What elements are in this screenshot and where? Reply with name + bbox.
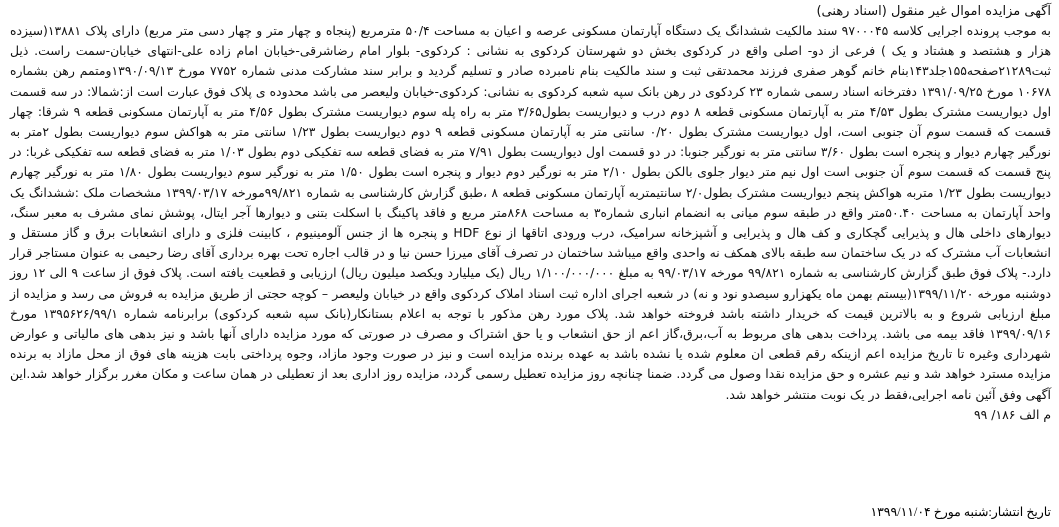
notice-reference: م الف ۱۸۶/ ۹۹ xyxy=(974,406,1051,422)
publish-date: تاریخ انتشار:شنبه مورخ ۱۳۹۹/۱۱/۰۴ xyxy=(870,505,1051,519)
notice-body: به موجب پرونده اجرایی کلاسه ۹۷۰۰۰۴۵ سند مالکیت ششدانگ یک دستگاه آپارتمان مسکونی عرصه و اعیان به مساحت ۵۰/۴ مترمربع (پنجاه و چهار متر و چهار دسی متر مربع) دارای پلاک ۱۳۸۸۱(سیزده هزار و هشتصد و هشتاد و یک ) فرعی از دو- اصلی واقع در کردکوی بخش دو شهرستان کردکوی به نشانی : کردکوی- بلوار امام رضاشرقی-خیابان امام زاده علی-انتهای خیابان-سمت راست. ذیل ثبت۲۱۲۸۹صفحه۱۵۵جلد۱۴۳بنام خانم گوهر صفری فرزند محمدتقی ثبت و سند مالکیت بنام نامبرده صادر و تسلیم گردید و برابر سند مشارکت مدنی شماره ۷۷۵۲ مورخ ۱۳۹۰/۰۹/۱۳ومتمم رهن بشماره ۱۰۶۷۸ مورخ ۱۳۹۱/۰۹/۲۵ دفترخانه اسناد رسمی شماره ۲۳ کردکوی در رهن بانک سپه شعبه کردکوی به نشانی: کردکوی-خیابان ولیعصر می باشد محدوده ی پلاک فوق عبارت است از:شمالا: در سه قسمت اول دیواریست مشترک بطول ۴/۵۳ متر به آپارتمان مسکونی قطعه ۸ دوم درب و دیواریست بطول۳/۶۵ متر به راه پله سوم دیواریست مشترک بطول ۴/۵۶ متر به آپارتمان مسکونی قطعه ۹ شرقا: چهار قسمت که قسمت سوم آن جنوبی است، اول دیواریست مشترک بطول ۰/۲۰ سانتی متر به آپارتمان مسکونی قطعه ۹ دوم دیواریست بطول ۱/۲۳ سانتی متر به هواکش سوم دیواریست بطول ۲متر به نورگیر چهارم دیوار و پنجره است بطول ۳/۶۰ سانتی متر به نورگیر جنوبا: در دو قسمت اول دیواریست بطول ۷/۹۱ متر به فضای قطعه سه تفکیکی دوم بطول ۱/۰۳ متر به فضای قطعه سه تفکیکی غربا: در پنج قسمت که قسمت سوم آن جنوبی است اول نیم متر دیوار جلوی بالکن بطول ۲/۱۰ متر به نورگیر دوم دیوار و پنجره است بطول ۱/۵۰ متر به نورگیر سوم دیواریست بطول ۱/۸۰ متر به نورگیر چهارم دیواریست بطول ۱/۲۳ متربه هواکش پنجم دیواریست مشترک بطول۲/۰ سانتیمتربه آپارتمان مسکونی قطعه ۸ ،طبق گزارش کارشناسی به شماره ۹۹/۸۲۱مورخه ۱۳۹۹/۰۳/۱۷ مشخصات ملک :ششدانگ یک واحد آپارتمان به مساحت ۵۰.۴۰متر واقع در طبقه سوم میانی به انضمام انباری شماره۳ به مساحت ۸۶۸متر مربع و فاقد پاکینگ با اسکلت بتنی و دیوارها آجر ایتال، پوشش نمای مشرف به معبر سنگ، دیوارهای داخلی هال و پذیرایی گچکاری و کف هال و پذیرایی و آشپزخانه سرامیک، درب ورودی اتاقها از نوع HDF و پنجره ها از جنس آلومینیوم ، کابینت فلزی و دارای انشعابات برق و گاز مستقل و انشعابات آب مشترک که در یک ساختمان سه طبقه بالای همکف نه واحدی واقع میباشد ساختمان در تصرف آقای میرزا حسن نیا و در قالب اجاره تحت بهره برداری آقای رضا رحیمی به عنوان مستاجر قرار دارد.- پلاک فوق طبق گزارش کارشناسی به شماره ۹۹/۸۲۱ مورخه ۹۹/۰۳/۱۷ به مبلغ ۱/۱۰۰/۰۰۰/۰۰۰ ریال (یک میلیارد ویکصد میلیون ریال) ارزیابی و قطعیت یافته است. پلاک فوق از ساعت ۹ الی ۱۲ روز دوشنبه مورخه ۱۳۹۹/۱۱/۲۰(بیستم بهمن ماه یکهزارو سیصدو نود و نه) در شعبه اجرای اداره ثبت اسناد املاک کردکوی واقع در خیابان ولیعصر – کوچه حجتی از طریق مزایده به فروش می رسد و مزایده از مبلغ ارزیابی شروع و به بالاترین قیمت که خریدار داشته باشد فروخته خواهد شد. پلاک مورد رهن مذکور با توجه به اعلام بستانکار(بانک سپه شعبه کردکوی) برابرنامه شماره ۱۳۹۵۶۲۶/۹۹/۱ مورخ ۱۳۹۹/۰۹/۱۶ فاقد بیمه می باشد. پرداخت بدهی های مربوط به آب،برق،گاز اعم از حق انشعاب و یا حق اشتراک و مصرف در صورتی که مورد مزایده دارای آنها باشد و نیز بدهی های مالیاتی و عوارض شهرداری وغیره تا تاریخ مزایده اعم ازینکه رقم قطعی ان معلوم شده یا نشده باشد به عهده برنده مزایده است و نیز در صورت وجود مازاد، وجوه پرداختی بابت هزینه های فوق از محل مازاد به برنده مزایده مسترد خواهد شد و نیم عشره و حق مزایده نقدا وصول می گردد. ضمنا چنانچه روز مزایده تعطیل رسمی گردد، مزایده روز اداری بعد از تعطیلی در همان ساعت و مکان مغرر برگزار خواهد شد.این آگهی وفق آئین نامه اجرایی،فقط در یک نوبت منتشر خواهد شد. xyxy=(10,23,1052,402)
notice-title: آگهی مزایده اموال غیر منقول (اسناد رهنی) xyxy=(816,4,1051,19)
